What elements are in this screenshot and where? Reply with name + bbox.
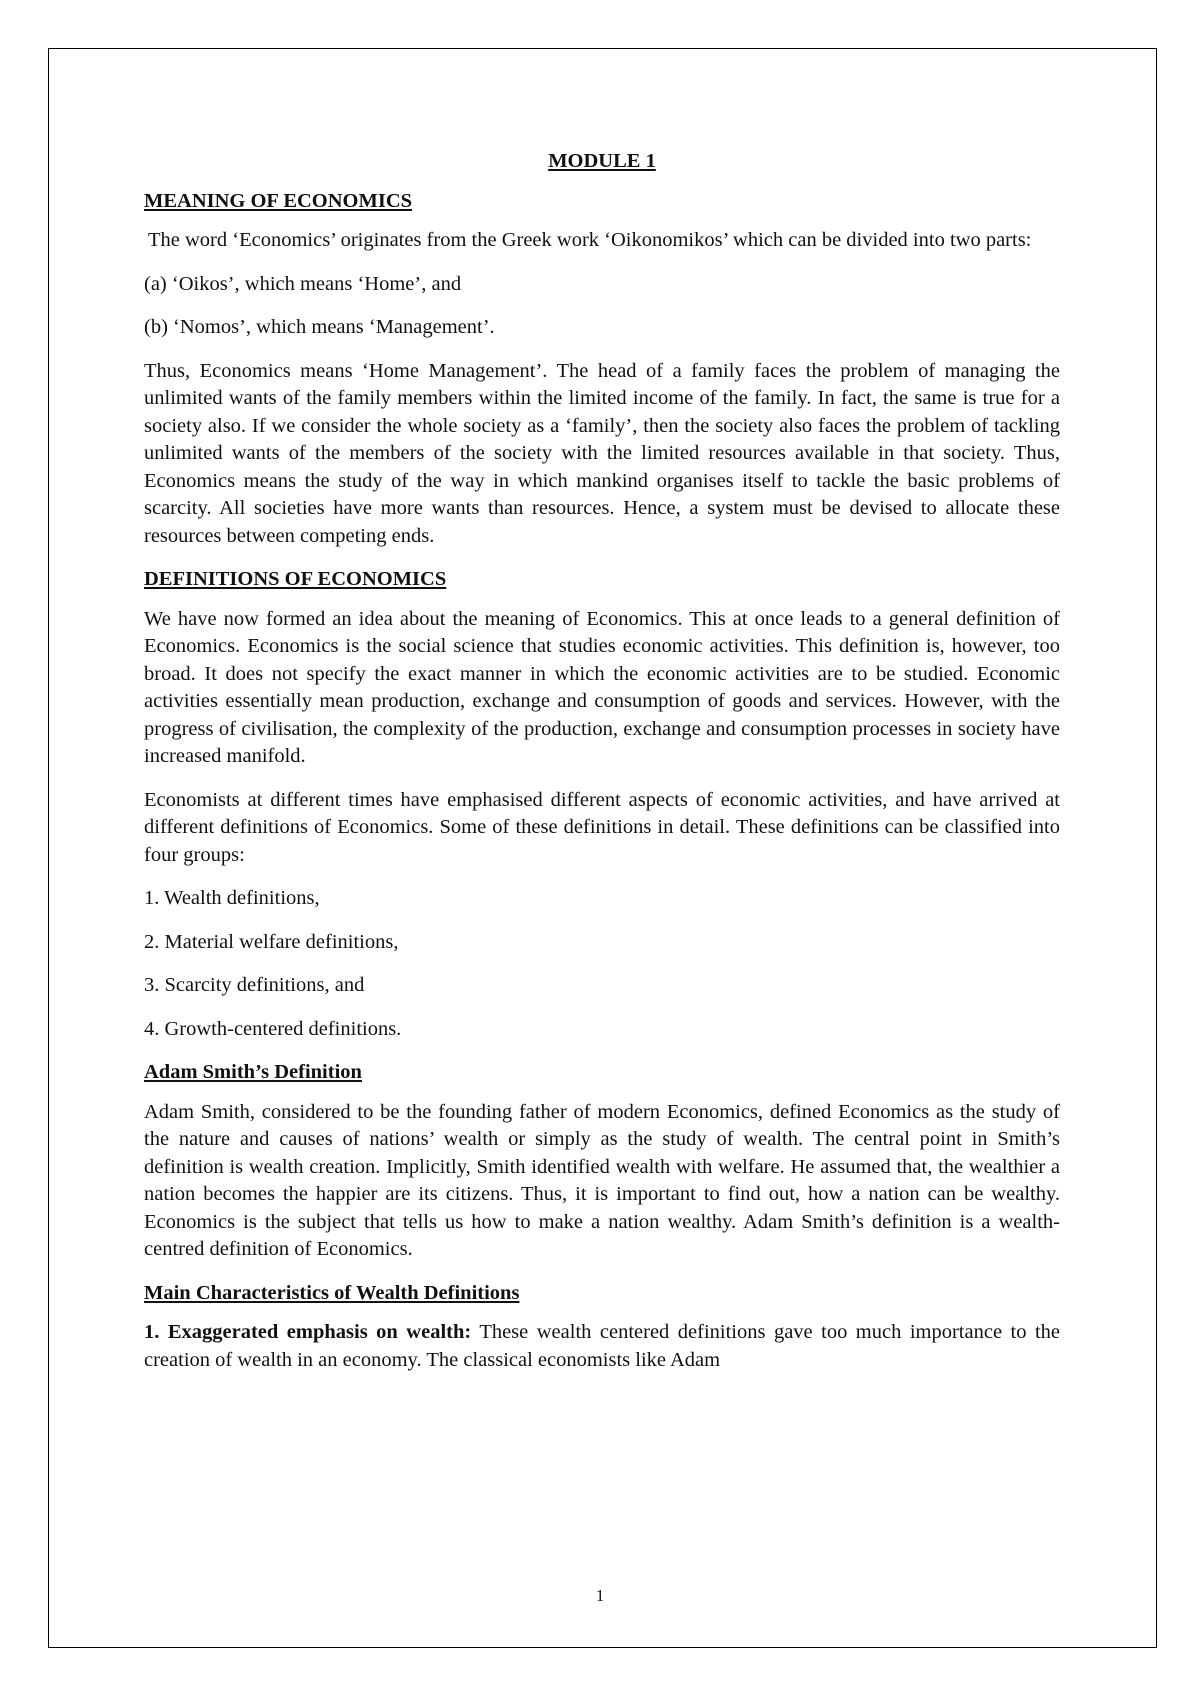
definitions-list-item-4: 4. Growth-centered definitions. xyxy=(144,1017,402,1040)
module-title: MODULE 1 xyxy=(548,150,656,172)
meaning-body: Thus, Economics means ‘Home Management’. The head of a family faces the problem of managing the unlimited wants of the family members within the limited income of the family. In fact, the same is true for a society also. If we consider the whole society as a ‘family’, then the society also faces the problem of tackling unlimited wants of the members of the society with the limited resources available in that society. Thus, Economics means the study of the way in which mankind organises itself to tackle the basic problems of scarcity. All societies have more wants than resources. Hence, a system must be devised to allocate these resources between competing ends. xyxy=(144,359,1060,547)
section-heading-meaning: MEANING OF ECONOMICS xyxy=(144,189,413,212)
section-heading-definitions: DEFINITIONS OF ECONOMICS xyxy=(144,568,447,590)
meaning-intro: The word ‘Economics’ originates from the Greek work ‘Oikonomikos’ which can be divided into two parts: xyxy=(148,229,1032,251)
definitions-list-item-2: 2. Material welfare definitions, xyxy=(144,930,399,953)
section-heading-adam-smith: Adam Smith’s Definition xyxy=(144,1061,362,1083)
definitions-list-item-1: 1. Wealth definitions, xyxy=(144,887,320,909)
characteristics-item-1-lead: 1. Exaggerated emphasis on wealth: xyxy=(144,1321,472,1343)
document-body xyxy=(144,140,1060,1374)
definitions-para-1: We have now formed an idea about the meaning of Economics. This at once leads to a general definition of Economics. Economics is the social science that studies economic activities. This definition is, however, too broad. It does not specify the exact manner in which the economic activities are to be studied. Economic activities essentially mean production, exchange and consumption of goods and services. However, with the progress of civilisation, the complexity of the production, exchange and consumption processes in society have increased manifold. xyxy=(144,607,1060,767)
meaning-part-a: (a) ‘Oikos’, which means ‘Home’, and xyxy=(144,272,462,295)
definitions-para-2: Economists at different times have emphasised different aspects of economic activities, and have arrived at different definitions of Economics. Some of these definitions in detail. These definitions can be classified into four groups: xyxy=(144,788,1060,866)
meaning-part-b: (b) ‘Nomos’, which means ‘Management’. xyxy=(144,316,495,338)
characteristics-item-1-text: These wealth centered definitions gave too much importance to the creation of wealth in an economy. The classical economists like Adam xyxy=(144,1321,1060,1371)
adam-smith-body: Adam Smith, considered to be the founding father of modern Economics, defined Economics as the study of the nature and causes of nations’ wealth or simply as the study of wealth. The central point in Smith’s definition is wealth creation. Implicitly, Smith identified wealth with welfare. He assumed that, the wealthier a nation becomes the happier are its citizens. Thus, it is important to find out, how a nation can be wealthy. Economics is the subject that tells us how to make a nation wealthy. Adam Smith’s definition is a wealth-centred definition of Economics. xyxy=(144,1100,1060,1260)
section-heading-characteristics: Main Characteristics of Wealth Definitions xyxy=(144,1281,520,1304)
definitions-list-item-3: 3. Scarcity definitions, and xyxy=(144,974,365,996)
characteristics-item-1 xyxy=(144,1319,1060,1374)
page-number: 1 xyxy=(595,1586,605,1605)
